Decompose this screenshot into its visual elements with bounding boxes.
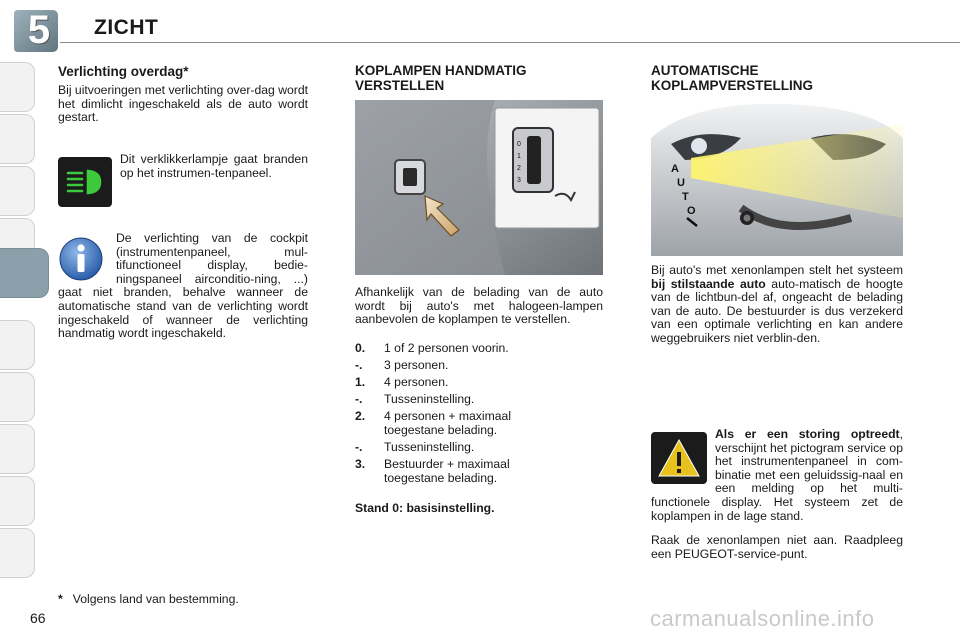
footnote: * Volgens land van bestemming. xyxy=(58,592,239,606)
chapter-number: 5 xyxy=(27,8,51,52)
manual-adjust-intro: Afhankelijk van de belading van de auto wordt bij auto's met halogeen-lampen aanbevolen de koplampen te verstellen. xyxy=(355,285,603,327)
chapter-tab-10[interactable] xyxy=(0,528,35,578)
chapter-tab-1[interactable] xyxy=(0,62,35,112)
page-number: 66 xyxy=(30,610,46,626)
chapter-tab-3[interactable] xyxy=(0,166,35,216)
dial-label-1: 1 xyxy=(517,153,521,160)
dial-label-2: 2 xyxy=(517,165,521,172)
car-front-auto-beam-photo xyxy=(651,98,903,256)
cockpit-lighting-info: De verlichting van de cockpit (instrumentenpaneel, mul-tifunctioneel display, bedie-ningspaneel airconditio-ning, ...) gaat niet branden, behalve wanneer de automatische stand van de verlichting wordt ingeschakeld of wanneer de verlichting handmatig wordt ingeschakeld. xyxy=(58,231,308,341)
chapter-tab-6[interactable] xyxy=(0,320,35,370)
beam-letter: A xyxy=(671,163,679,175)
indicator-lamp-text: Dit verklikkerlampje gaat branden op het instrumen-tenpaneel. xyxy=(120,152,308,180)
chapter-tab-5-active[interactable] xyxy=(0,248,49,298)
chapter-tab-2[interactable] xyxy=(0,114,35,164)
beam-letter: T xyxy=(682,191,689,203)
fault-warning-text: Als er een storing optreedt, verschijnt het pictogram service op het instrumentenpaneel in com-binatie met een geluidssig-naal en een melding op het multi-functionele display. Het systeem zet de koplampen in de lage stand. xyxy=(651,427,903,523)
dial-label-3: 3 xyxy=(517,177,521,184)
chapter-tab-9[interactable] xyxy=(0,476,35,526)
xenon-advice: Raak de xenonlampen niet aan. Raadpleeg een PEUGEOT-service-punt. xyxy=(651,533,903,561)
chapter-tab-strip xyxy=(0,62,40,578)
daytime-lights-heading: Verlichting overdag* xyxy=(58,64,189,79)
beam-letter: U xyxy=(677,177,685,189)
xenon-description: Bij auto's met xenonlampen stelt het systeem bij stilstaande auto auto-matisch de hoogte van de lichtbun-del af, ongeacht de belading van de auto. De bestuurder is dus verzekerd van een optimale verlichting en kan andere weggebruikers niet verblin-den. xyxy=(651,263,904,345)
auto-adjust-heading: AUTOMATISCHE KOPLAMPVERSTELLING xyxy=(651,63,814,93)
base-setting-note: Stand 0: basisinstelling. xyxy=(355,501,495,515)
header-divider xyxy=(60,42,960,43)
chapter-tab-8[interactable] xyxy=(0,424,35,474)
chapter-tab-7[interactable] xyxy=(0,372,35,422)
manual-headlamp-dial-photo xyxy=(355,100,603,275)
daytime-lights-intro: Bij uitvoeringen met verlichting over-dag wordt het dimlicht ingeschakeld als de auto wordt gestart. xyxy=(58,83,308,125)
headlamp-indicator-icon xyxy=(58,157,112,207)
load-setting-list: 0. 1 of 2 personen voorin. -. 3 personen. 1. 4 personen. -. Tusseninstelling. 2. 4 personen + maximaal toegestane belading. -. Tusseninstelling. 3. Bestuurder + maximaal toegestane belading. xyxy=(355,341,512,485)
manual-adjust-heading: KOPLAMPEN HANDMATIG VERSTELLEN xyxy=(355,63,527,93)
dial-label-0: 0 xyxy=(517,141,521,148)
beam-letter: O xyxy=(687,205,696,217)
watermark: carmanualsonline.info xyxy=(650,606,875,631)
page-title: ZICHT xyxy=(94,16,159,39)
